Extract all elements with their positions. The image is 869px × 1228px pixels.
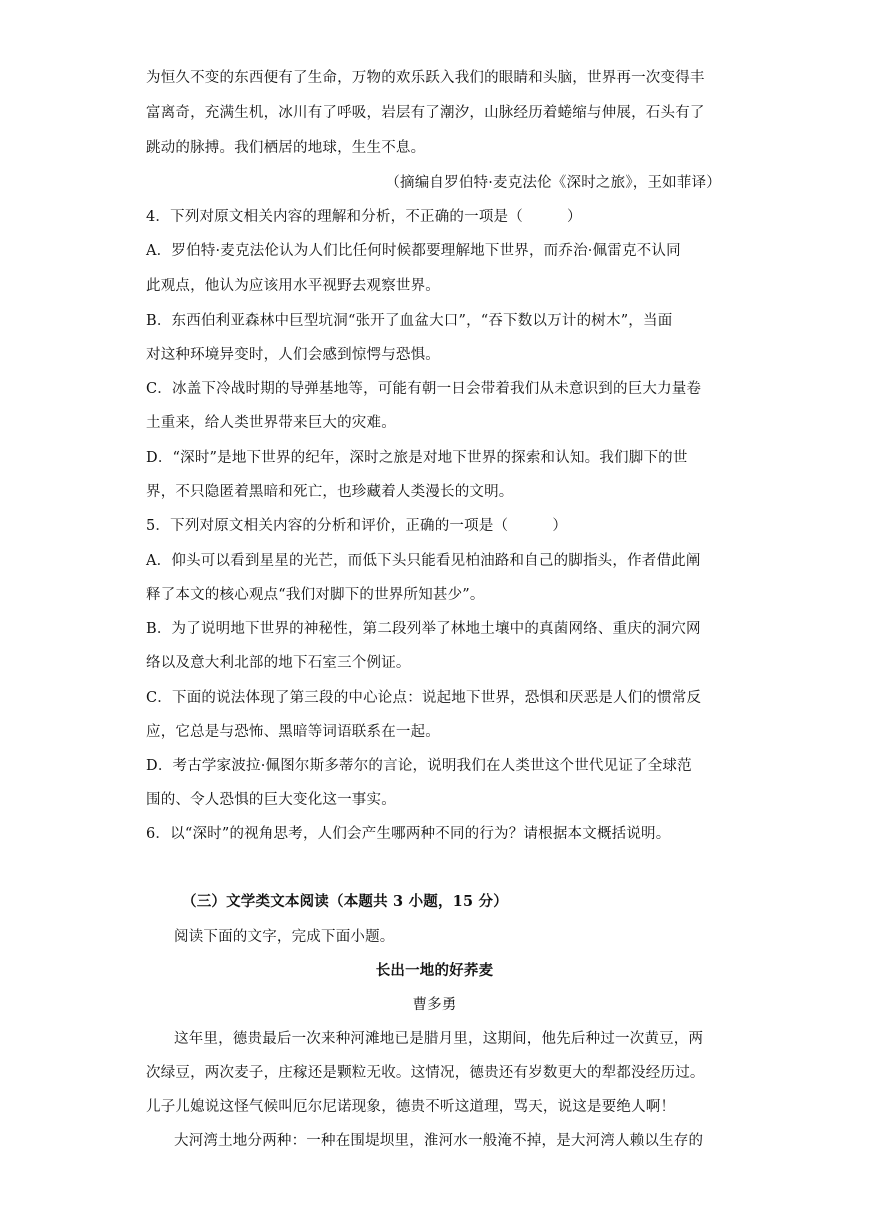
story-title: 长出一地的好荞麦 <box>375 962 494 979</box>
passage-line: 为恒久不变的东西便有了生命，万物的欢乐跃入我们的眼睛和头脑，世界再一次变得丰 <box>146 70 705 86</box>
source-citation: （摘编自罗伯特·麦克法伦《深时之旅》，王如菲译） <box>385 175 721 191</box>
option-line: B．为了说明地下世界的神秘性，第二段列举了林地土壤中的真菌网络、重庆的洞穴网 <box>146 621 701 637</box>
option-line: A．罗伯特·麦克法伦认为人们比任何时候都要理解地下世界，而乔治·佩雷克不认同 <box>146 243 681 259</box>
story-paragraph-line: 儿子儿媳说这怪气候叫厄尔尼诺现象，德贵不听这道理，骂天，说这是要绝人啊！ <box>146 1099 676 1115</box>
question-4: 4．下列对原文相关内容的理解和分析，不正确的一项是（ ） <box>146 209 582 225</box>
question-6: 6．以“深时”的视角思考，人们会产生哪两种不同的行为？请根据本文概括说明。 <box>146 826 671 842</box>
story-paragraph-line: 这年里，德贵最后一次来种河滩地已是腊月里，这期间，他先后种过一次黄豆，两 <box>174 1031 704 1047</box>
option-line: D．“深时”是地下世界的纪年，深时之旅是对地下世界的探索和认知。我们脚下的世 <box>146 450 688 466</box>
option-line: 应，它总是与恐怖、黑暗等词语联系在一起。 <box>146 724 440 740</box>
section-heading: （三）文学类文本阅读（本题共 3 小题，15 分） <box>182 893 508 910</box>
option-line: 络以及意大利北部的地下石室三个例证。 <box>146 655 411 671</box>
passage-line: 富离奇，充满生机，冰川有了呼吸，岩层有了潮汐，山脉经历着蜷缩与伸展，石头有了 <box>146 105 705 121</box>
option-line: D．考古学家波拉·佩图尔斯多蒂尔的言论，说明我们在人类世这个世代见证了全球范 <box>146 758 692 774</box>
instruction: 阅读下面的文字，完成下面小题。 <box>174 929 395 945</box>
option-line: B．东西伯利亚森林中巨型坑洞“张开了血盆大口”，“吞下数以万计的树木”，当面 <box>146 313 673 329</box>
story-author: 曹多勇 <box>412 997 457 1013</box>
option-line: 此观点，他认为应该用水平视野去观察世界。 <box>146 278 440 294</box>
option-line: C．冰盖下冷战时期的导弹基地等，可能有朝一日会带着我们从未意识到的巨大力量卷 <box>146 381 702 397</box>
story-paragraph-line: 大河湾土地分两种：一种在围堤坝里，淮河水一般淹不掉，是大河湾人赖以生存的 <box>174 1133 704 1149</box>
question-5: 5．下列对原文相关内容的分析和评价，正确的一项是（ ） <box>146 518 568 534</box>
option-line: 土重来，给人类世界带来巨大的灾难。 <box>146 415 396 431</box>
option-line: 释了本文的核心观点“我们对脚下的世界所知甚少”。 <box>146 587 485 603</box>
passage-line: 跳动的脉搏。我们栖居的地球，生生不息。 <box>146 140 426 156</box>
story-paragraph-line: 次绿豆，两次麦子，庄稼还是颗粒无收。这情况，德贵还有岁数更大的犁都没经历过。 <box>146 1065 705 1081</box>
option-line: 围的、令人恐惧的巨大变化这一事实。 <box>146 792 396 808</box>
option-line: A．仰头可以看到星星的光芒，而低下头只能看见柏油路和自己的脚指头，作者借此阐 <box>146 553 701 569</box>
option-line: C．下面的说法体现了第三段的中心论点：说起地下世界，恐惧和厌恶是人们的惯常反 <box>146 690 702 706</box>
option-line: 界，不只隐匿着黑暗和死亡，也珍藏着人类漫长的文明。 <box>146 484 514 500</box>
option-line: 对这种环境异变时，人们会感到惊愕与恐惧。 <box>146 347 440 363</box>
